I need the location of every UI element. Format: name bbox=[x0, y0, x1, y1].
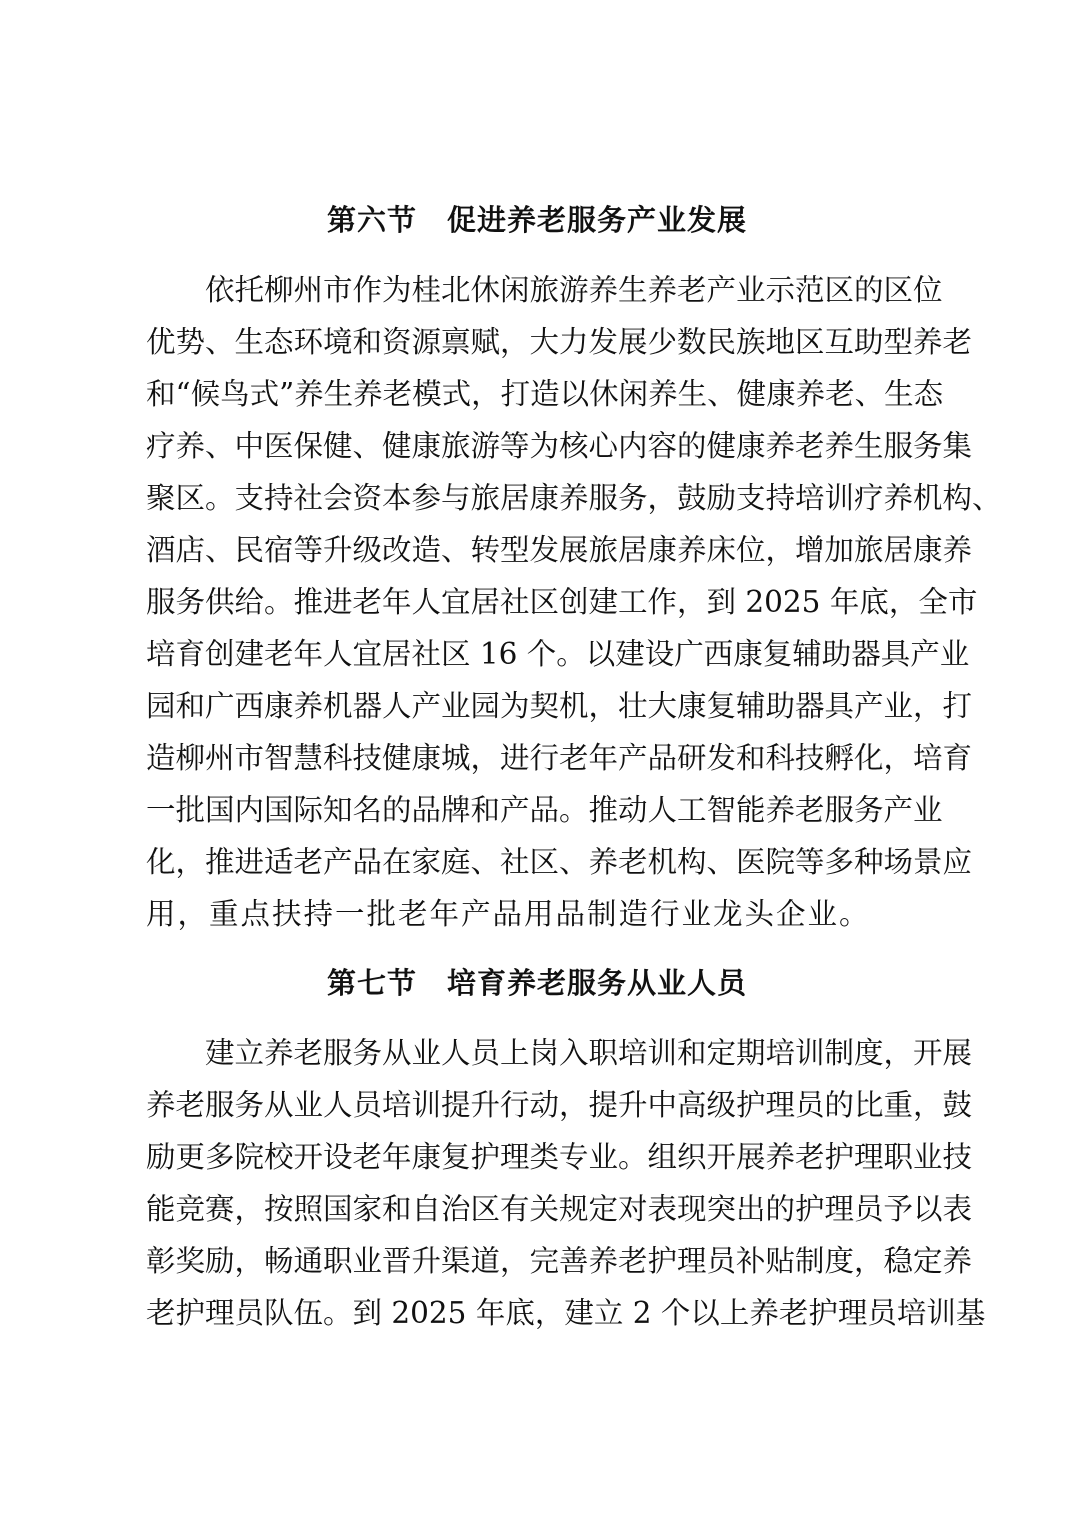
section-6-heading: 第六节 促进养老服务产业发展 bbox=[326, 203, 747, 237]
paragraph-line: 能竞赛，按照国家和自治区有关规定对表现突出的护理员予以表 bbox=[146, 1192, 973, 1226]
paragraph-line: 老护理员队伍。到 2025 年底，建立 2 个以上养老护理员培训基 bbox=[146, 1296, 986, 1330]
paragraph-line: 养老服务从业人员培训提升行动，提升中高级护理员的比重，鼓 bbox=[146, 1088, 973, 1122]
paragraph-line: 和“候鸟式”养生养老模式，打造以休闲养生、健康养老、生态 bbox=[146, 377, 944, 411]
paragraph-line: 服务供给。推进老年人宜居社区创建工作，到 2025 年底，全市 bbox=[146, 585, 978, 619]
paragraph-line: 酒店、民宿等升级改造、转型发展旅居康养床位，增加旅居康养 bbox=[146, 533, 973, 567]
paragraph-line: 园和广西康养机器人产业园为契机，壮大康复辅助器具产业，打 bbox=[146, 689, 973, 723]
paragraph-line: 聚区。支持社会资本参与旅居康养服务，鼓励支持培训疗养机构、 bbox=[146, 481, 1002, 515]
paragraph-line: 培育创建老年人宜居社区 16 个。以建设广西康复辅助器具产业 bbox=[146, 637, 970, 671]
paragraph-line: 疗养、中医保健、健康旅游等为核心内容的健康养老养生服务集 bbox=[146, 429, 973, 463]
paragraph-line: 化，推进适老产品在家庭、社区、养老机构、医院等多种场景应 bbox=[146, 845, 973, 879]
section-7-heading: 第七节 培育养老服务从业人员 bbox=[326, 966, 747, 1000]
paragraph-line: 彰奖励，畅通职业晋升渠道，完善养老护理员补贴制度，稳定养 bbox=[146, 1244, 973, 1278]
paragraph-line: 励更多院校开设老年康复护理类专业。组织开展养老护理职业技 bbox=[146, 1140, 973, 1174]
paragraph-line: 造柳州市智慧科技健康城，进行老年产品研发和科技孵化，培育 bbox=[146, 741, 973, 775]
paragraph-line: 一批国内国际知名的品牌和产品。推动人工智能养老服务产业 bbox=[146, 793, 943, 827]
paragraph-line: 优势、生态环境和资源禀赋，大力发展少数民族地区互助型养老 bbox=[146, 325, 973, 359]
paragraph-line: 用，重点扶持一批老年产品用品制造行业龙头企业。 bbox=[146, 897, 871, 931]
paragraph-line: 依托柳州市作为桂北休闲旅游养生养老产业示范区的区位 bbox=[205, 273, 943, 307]
paragraph-line: 建立养老服务从业人员上岗入职培训和定期培训制度，开展 bbox=[205, 1036, 973, 1070]
